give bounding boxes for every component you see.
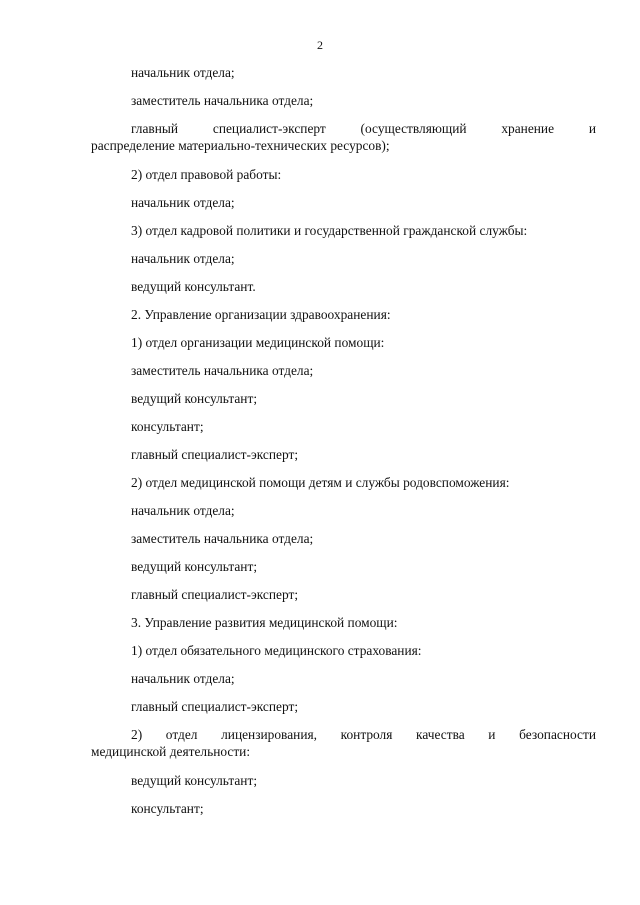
text-line: ведущий консультант; [131,559,258,574]
text-line: начальник отдела; [131,251,235,266]
text-line-continuation: распределение материально-технических ресурсов); [91,138,390,153]
text-line: главный специалист-эксперт; [131,699,299,714]
text-paragraph-wrapped [91,726,596,760]
text-line: начальник отдела; [131,671,235,686]
text-line: 2) отдел правовой работы: [131,167,282,182]
text-line: заместитель начальника отдела; [131,531,314,546]
page-number: 2 [317,38,323,52]
text-paragraph-wrapped [91,120,596,154]
text-line: консультант; [131,801,204,816]
text-line: 2. Управление организации здравоохранения: [131,307,391,322]
text-line: заместитель начальника отдела; [131,363,314,378]
text-line: 1) отдел обязательного медицинского страхования: [131,643,422,658]
text-line: ведущий консультант; [131,391,258,406]
text-line: 3) отдел кадровой политики и государственной гражданской службы: [131,223,528,238]
text-line: главный специалист-эксперт; [131,587,299,602]
text-line: начальник отдела; [131,503,235,518]
text-line: начальник отдела; [131,65,235,80]
text-line: 3. Управление развития медицинской помощи: [131,615,398,630]
text-line: заместитель начальника отдела; [131,93,314,108]
text-line: 1) отдел организации медицинской помощи: [131,335,385,350]
text-line: консультант; [131,419,204,434]
text-line-continuation: медицинской деятельности: [91,744,251,759]
text-line: 2) отдел медицинской помощи детям и службы родовспоможения: [131,475,510,490]
text-line: 2) отдел лицензирования, контроля качества и безопасности [131,727,596,742]
text-line: главный специалист-эксперт (осуществляющий хранение и [131,121,596,136]
text-line: ведущий консультант; [131,773,258,788]
text-line: начальник отдела; [131,195,235,210]
text-line: ведущий консультант. [131,279,256,294]
text-line: главный специалист-эксперт; [131,447,299,462]
